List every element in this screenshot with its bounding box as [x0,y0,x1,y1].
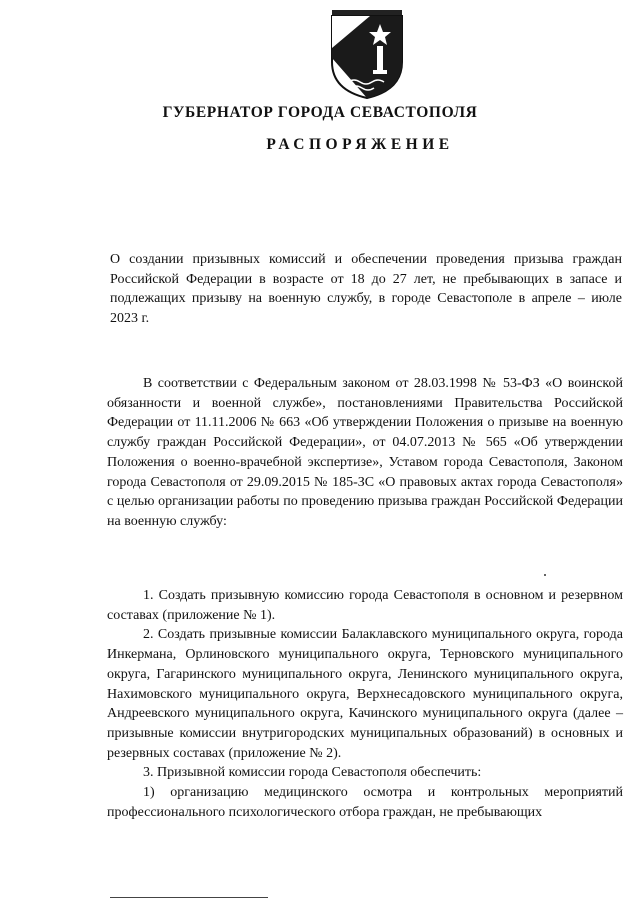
list-item: 1) организацию медицинского осмотра и контрольных мероприятий профессионального психологического отбора граждан, не пребывающих [107,785,623,820]
coat-of-arms-icon [330,8,404,100]
list-item: 3. Призывной комиссии города Севастополя обеспечить: [143,765,482,781]
organization-title: ГУБЕРНАТОР ГОРОДА СЕВАСТОПОЛЯ [162,104,478,121]
ordered-items [107,586,623,822]
scan-artifact-dot [544,574,546,576]
preamble [107,374,623,532]
preamble-paragraph: В соответствии с Федеральным законом от 28.03.1998 № 53-ФЗ «О воинской обязанности и военной службе», постановлениями Правительства Российской Федерации от 11.11.2006 № 663 «Об утверждении Положения о призыве на военную службу граждан Российской Федерации», от 04.07.2013 № 565 «Об утверждении Положения о военно-врачебной экспертизе», Уставом города Севастополя, Законом города Севастополя от 29.09.2015 № 185-ЗС «О правовых актах города Севастополя» с целью организации работы по проведению призыва граждан Российской Федерации на военную службу: [107,376,623,529]
document-subject: О создании призывных комиссий и обеспечении проведения призыва граждан Российской Федерации в возрасте от 18 до 27 лет, не пребывающих в запасе и подлежащих призыву на военную службу, в городе Севастополе в апреле – июле 2023 г. [110,252,622,326]
list-item: 2. Создать призывные комиссии Балаклавского муниципального округа, города Инкермана, Орлиновского муниципального округа, Терновского муниципального округа, Гагаринского муниципального округа, Ленинского муниципального округа, Нахимовского муниципального округа, Верхнесадовского муниципального округа, Андреевского муниципального округа, Качинского муниципального округа (далее – призывные комиссии внутригородских муниципальных образований) в основных и резервных составах (приложение № 2). [107,627,623,761]
footer-divider [110,897,268,898]
list-item: 1. Создать призывную комиссию города Севастополя в основном и резервном составах (приложение № 1). [107,588,623,623]
document-type-title: РАСПОРЯЖЕНИЕ [266,136,454,153]
